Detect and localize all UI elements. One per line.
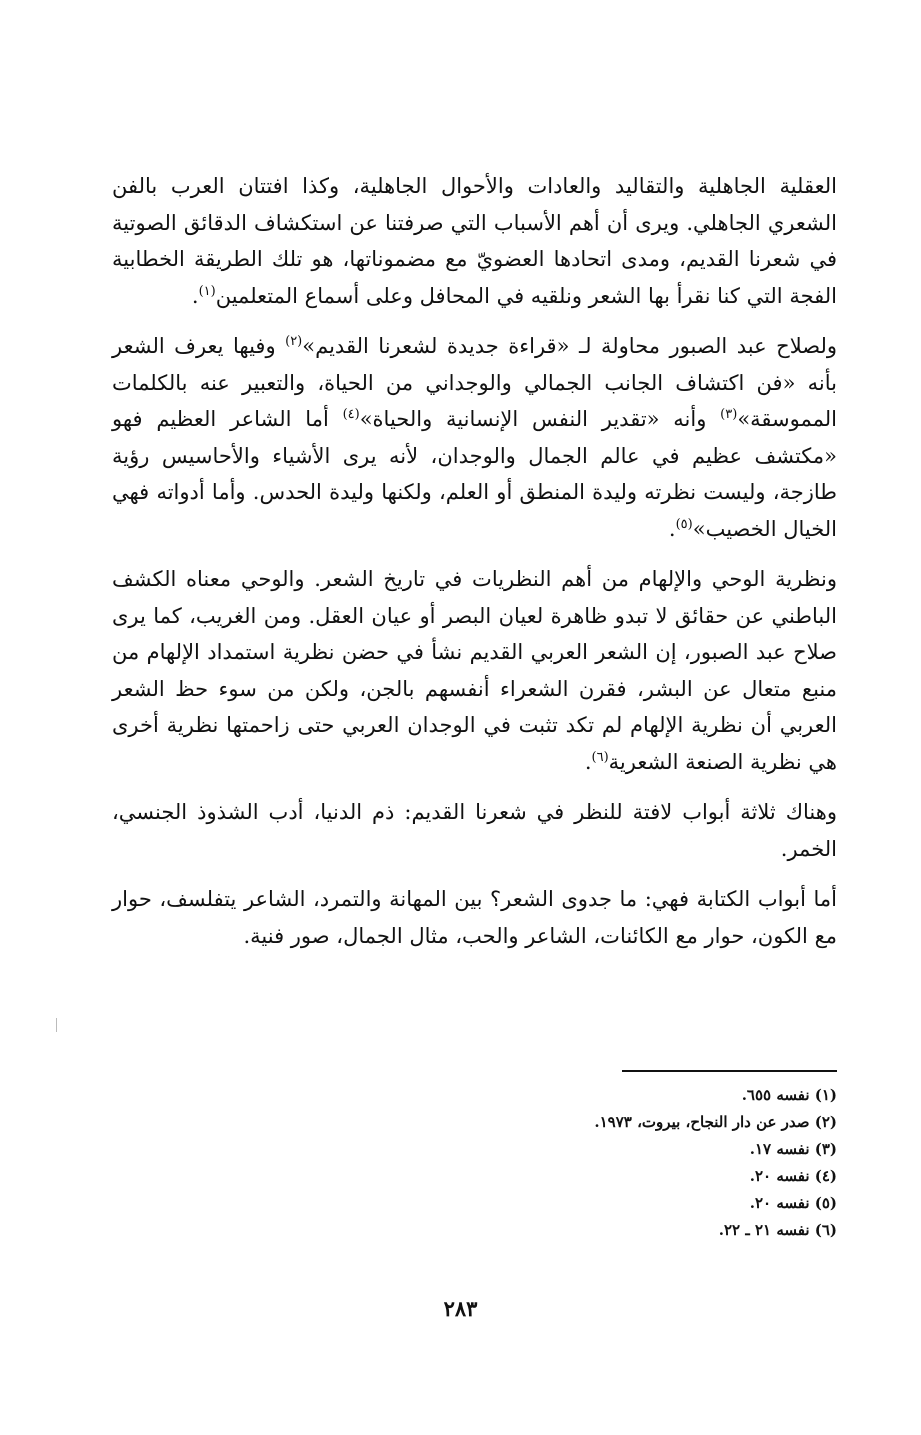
- paragraph: [112, 168, 837, 314]
- paragraph: [112, 328, 837, 547]
- margin-mark: [56, 1018, 57, 1032]
- footnote-item: (٦) نفسه ٢١ ـ ٢٢.: [718, 1221, 837, 1239]
- footnote-item: (٤) نفسه ٢٠.: [749, 1167, 837, 1185]
- paragraph-text: .: [191, 283, 199, 308]
- footnote-item: (٣) نفسه ١٧.: [749, 1140, 837, 1158]
- page-number: ٢٨٣: [443, 1296, 478, 1321]
- paragraph: [112, 881, 837, 954]
- footnote-ref[interactable]: (٤): [342, 407, 360, 422]
- footnote-ref[interactable]: (٣): [720, 407, 738, 422]
- footnote-ref[interactable]: (٦): [591, 749, 609, 765]
- footnote-item: (١) نفسه ٦٥٥.: [741, 1086, 837, 1104]
- footnotes-list: [417, 1082, 837, 1244]
- body-text: [112, 168, 837, 954]
- paragraph-text: وفيها يعرف الشعر بأنه «فن اكتشاف الجانب الجمالي والوجداني من الحياة، والتعبير عنه بالكلمات المموسقة»: [112, 334, 838, 431]
- footnote-ref[interactable]: (٢): [285, 334, 303, 349]
- footnote-separator: [622, 1070, 837, 1072]
- paragraph-text: أما أبواب الكتابة فهي: ما جدوى الشعر؟ بين المهانة والتمرد، الشاعر يتفلسف، حوار مع الكون، حوار مع الكائنات، الشاعر والحب، مثال الجمال، صور فنية.: [112, 887, 837, 948]
- paragraph: [112, 561, 837, 780]
- paragraph-text: ولصلاح عبد الصبور محاولة لـ «قراءة جديدة لشعرنا القديم»: [302, 334, 837, 358]
- footnote-ref[interactable]: (٥): [675, 516, 693, 532]
- footnote-item: (٥) نفسه ٢٠.: [749, 1194, 837, 1212]
- footnote-ref[interactable]: (١): [198, 283, 216, 299]
- paragraph-text: .: [584, 749, 592, 774]
- paragraph-text: العقلية الجاهلية والتقاليد والعادات والأحوال الجاهلية، وكذا افتتان العرب بالفن الشعري الجاهلي. ويرى أن أهم الأسباب التي صرفتنا عن استكشاف الدقائق الصوتية في شعرنا القديم، ومدى اتحادها العضويّ مع مضموناتها، هو تلك الطريقة الخطابية الفجة التي كنا نقرأ بها الشعر ونلقيه في المحافل وعلى أسماع المتعلمين: [112, 174, 837, 308]
- paragraph-text: وهناك ثلاثة أبواب لافتة للنظر في شعرنا القديم: ذم الدنيا، أدب الشذوذ الجنسي، الخمر.: [112, 800, 837, 861]
- footnote-item: (٢) صدر عن دار النجاح، بيروت، ١٩٧٣.: [594, 1113, 837, 1131]
- paragraph: [112, 794, 837, 867]
- paragraph-text: أما الشاعر العظيم فهو «مكتشف عظيم في عالم الجمال والوجدان، لأنه يرى الأشياء والأحاسيس رؤية طازجة، وليست نظرته وليدة المنطق أو العلم، ولكنها وليدة الحدس. وأما أدواته فهي الخيال الخصيب»: [112, 407, 837, 541]
- paragraph-text: ونظرية الوحي والإلهام من أهم النظريات في تاريخ الشعر. والوحي معناه الكشف الباطني عن حقائق لا تبدو ظاهرة لعيان البصر أو عيان العقل. ومن الغريب، كما يرى صلاح عبد الصبور، إن الشعر العربي القديم نشأ في حضن نظرية استمداد الإلهام من منبع متعال عن البشر، فقرن الشعراء أنفسهم بالجن، ولكن من سوء حظ الشعر العربي أن نظرية الإلهام لم تكد تثبت في الوجدان العربي حتى زاحمتها نظرية أخرى هي نظرية الصنعة الشعرية: [112, 567, 837, 774]
- paragraph-text: .: [668, 516, 676, 541]
- paragraph-text: وأنه «تقدير النفس الإنسانية والحياة»: [359, 407, 721, 431]
